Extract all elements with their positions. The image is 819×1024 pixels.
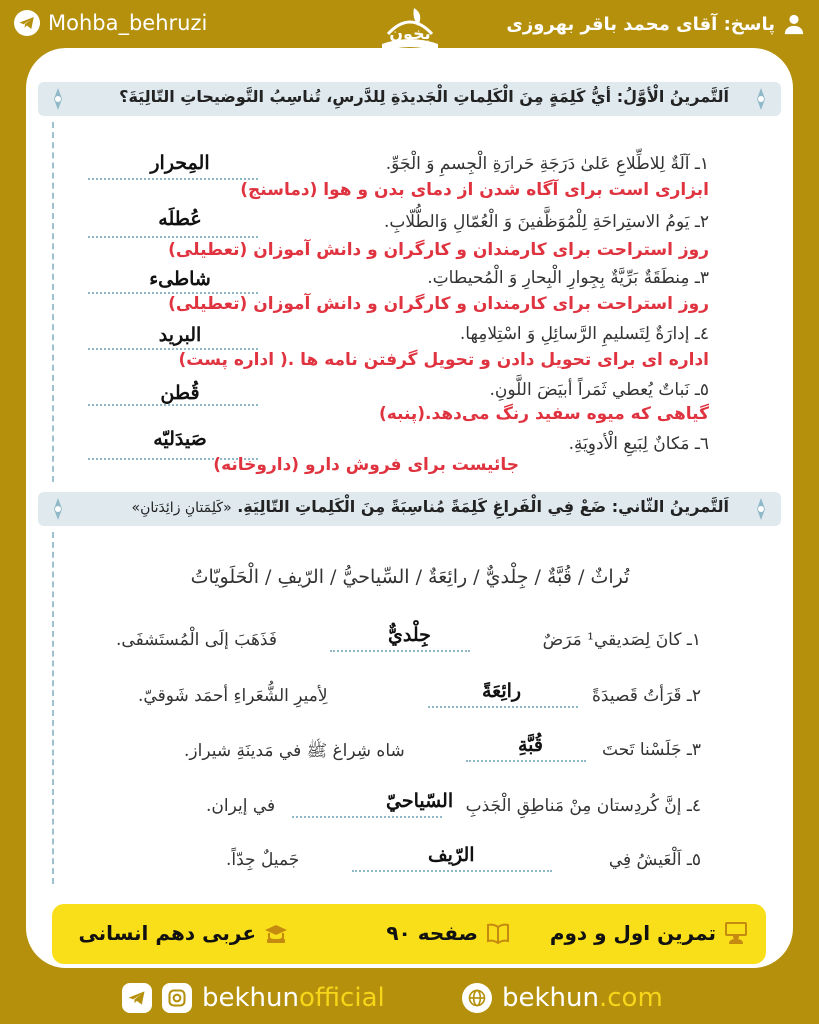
telegram-icon bbox=[14, 10, 40, 36]
answer-dots bbox=[88, 236, 258, 238]
sentence-end: شاه شِراغ ﷺ في مَدينَةِ شيراز. bbox=[184, 741, 405, 761]
info-page-text: صفحه ۹۰ bbox=[386, 921, 478, 945]
answer-dots bbox=[428, 706, 578, 708]
sentence-start: ١ـ كانَ لِصَديقي¹ مَرَضٌ bbox=[542, 630, 701, 650]
exercise2-title-line bbox=[132, 497, 729, 516]
exercise1-answer: البريد bbox=[158, 324, 202, 346]
exercise1-answer: عُطلَه bbox=[158, 208, 202, 230]
margin-line bbox=[52, 532, 54, 884]
channel-name: Mohba_behruzi bbox=[48, 11, 208, 35]
exercise1-answer: صَيدَليّه bbox=[153, 428, 207, 450]
exercise1-translation: روز استراحت برای کارمندان و کارگران و دانش آموزان (تعطیلی) bbox=[168, 294, 709, 314]
exercise1-answer: المِحرار bbox=[150, 152, 210, 174]
exercise2-heading bbox=[38, 492, 781, 526]
answer-dots bbox=[352, 870, 552, 872]
exercise1-heading bbox=[38, 82, 781, 116]
top-bar bbox=[0, 0, 819, 48]
sentence-end: فَذَهَبَ إلَى الْمُستَشفَى. bbox=[116, 630, 277, 650]
instagram-icon bbox=[162, 983, 192, 1013]
info-page bbox=[386, 921, 510, 945]
sentence-start: ٥ـ اَلْعَيشُ فِي bbox=[608, 850, 701, 870]
site-highlight: .com bbox=[599, 983, 663, 1013]
teacher-icon bbox=[724, 922, 748, 944]
exercise1-title: اَلتَّمرينُ الْأوَّلُ: أيُّ كَلِمَةٍ مِنَ الْكَلِماتِ الْجَديدَةِ لِلدَّرسِ، تُناسِبُ التَّوضيحاتِ التّالِيَةَ؟ bbox=[119, 87, 729, 106]
exercise2-note: «كَلِمَتانِ زائِدَتانِ» bbox=[131, 500, 232, 516]
exercise1-item: ٢ـ يَومُ الاستِراحَةِ لِلْمُوَظَّفينَ وَ الْعُمّالِ وَالطُّلّابِ. bbox=[383, 212, 709, 232]
info-book-text: عربی دهم انسانی bbox=[78, 921, 256, 945]
fill-answer: رائِعَةً bbox=[482, 680, 522, 702]
fill-answer: جِلْديٌّ bbox=[388, 624, 431, 646]
fill-answer: قُبَّةِ bbox=[518, 734, 544, 756]
answer-dots bbox=[292, 816, 442, 818]
sentence-start: ٤ـ إنَّ كُردِستان مِنْ مَناطِقِ الْجَذبِ bbox=[465, 796, 701, 816]
exercise1-item: ٣ـ مِنطَقَةٌ بَرِّيَّةٌ بِجِوارِ الْبِحارِ وَ الْمُحيطاتِ. bbox=[427, 268, 709, 288]
answer-dots bbox=[330, 650, 470, 652]
channel-link[interactable] bbox=[14, 8, 207, 38]
handle-main: bekhun bbox=[202, 983, 299, 1013]
exercise1-translation: اداره ای برای تحویل دادن و تحویل گرفتن نامه ها .( اداره پست) bbox=[178, 350, 709, 370]
ornament-icon bbox=[749, 87, 773, 111]
exercise1-answer: قُطن bbox=[160, 382, 200, 404]
sentence-start: ٣ـ جَلَسْنا تَحتَ bbox=[602, 740, 701, 760]
book-icon bbox=[486, 922, 510, 944]
answer-dots bbox=[466, 760, 586, 762]
answer-by-text: پاسخ: آقای محمد باقر بهروزی bbox=[506, 13, 775, 35]
site-main: bekhun bbox=[502, 983, 599, 1013]
website-text bbox=[502, 983, 663, 1013]
exercise1-answer: شاطىء bbox=[149, 268, 211, 290]
globe-icon bbox=[462, 983, 492, 1013]
exercise1-translation: گیاهی که میوه سفید رنگ می‌دهد.(پنبه) bbox=[378, 404, 709, 424]
handle-highlight: official bbox=[299, 983, 385, 1013]
exercise1-item: ٦ـ مَكانٌ لِبَيعِ الْأدوِيَةِ. bbox=[568, 434, 709, 454]
answer-dots bbox=[88, 404, 258, 406]
logo-text: بخون bbox=[389, 24, 431, 43]
word-bank: تُراثٌ / قُبَّةٌ / جِلْديٌّ / رائِعَةٌ / السِّياحيُّ / الرّيفِ / الْحَلَويّاتُ bbox=[190, 566, 630, 588]
exercise1-item: ٤ـ إدارَةٌ لِتَسليمِ الرَّسائِلِ وَ اسْتِلامِها. bbox=[459, 324, 709, 344]
sentence-start: ٢ـ قَرَأتُ قَصيدَةً bbox=[592, 686, 701, 706]
sentence-end: جَميلٌ جِدّاً. bbox=[226, 850, 300, 870]
exercise1-translation: روز استراحت برای کارمندان و کارگران و دانش آموزان (تعطیلی) bbox=[168, 240, 709, 260]
ornament-icon bbox=[749, 497, 773, 521]
website-link[interactable] bbox=[462, 980, 663, 1016]
sentence-end: في إيران. bbox=[206, 796, 276, 816]
exercise2-title: اَلتَّمرينُ الثّاني: ضَعْ فِي الْفَراغِ كَلِمَةً مُناسِبَةً مِنَ الْكَلِماتِ التّالِيَةِ. bbox=[237, 497, 729, 516]
graduation-cap-icon bbox=[264, 922, 288, 944]
info-book bbox=[78, 921, 288, 945]
sentence-end: لِأميرِ الشُّعَراءِ أحمَد شَوقيّ. bbox=[138, 686, 328, 706]
margin-line bbox=[52, 122, 54, 482]
social-handle-text bbox=[202, 983, 385, 1013]
info-bar bbox=[52, 904, 766, 964]
social-handle[interactable] bbox=[122, 980, 385, 1016]
exercise1-translation: جائیست برای فروش دارو (داروخانه) bbox=[213, 455, 519, 475]
ornament-icon bbox=[46, 87, 70, 111]
fill-answer: السّياحيّ bbox=[386, 790, 454, 812]
footer bbox=[0, 980, 819, 1020]
telegram-icon bbox=[122, 983, 152, 1013]
user-icon bbox=[783, 13, 805, 35]
ornament-icon bbox=[46, 497, 70, 521]
info-exercises bbox=[550, 921, 748, 945]
answer-dots bbox=[88, 178, 258, 180]
exercise1-translation: ابزاری است برای آگاه شدن از دمای بدن و هوا (دماسنج) bbox=[240, 180, 709, 200]
answer-by bbox=[506, 9, 805, 39]
exercise1-item: ١ـ آلَةٌ لِلاطِّلاعِ عَلىٰ دَرَجَةِ حَرارَةِ الْجِسمِ وَ الْجَوِّ. bbox=[385, 154, 709, 174]
fill-answer: الرّيف bbox=[428, 844, 475, 866]
info-exercises-text: تمرین اول و دوم bbox=[549, 921, 716, 945]
exercise1-item: ٥ـ نَباتٌ يُعطي ثَمَراً أبيَضَ اللَّونِ. bbox=[489, 380, 709, 400]
